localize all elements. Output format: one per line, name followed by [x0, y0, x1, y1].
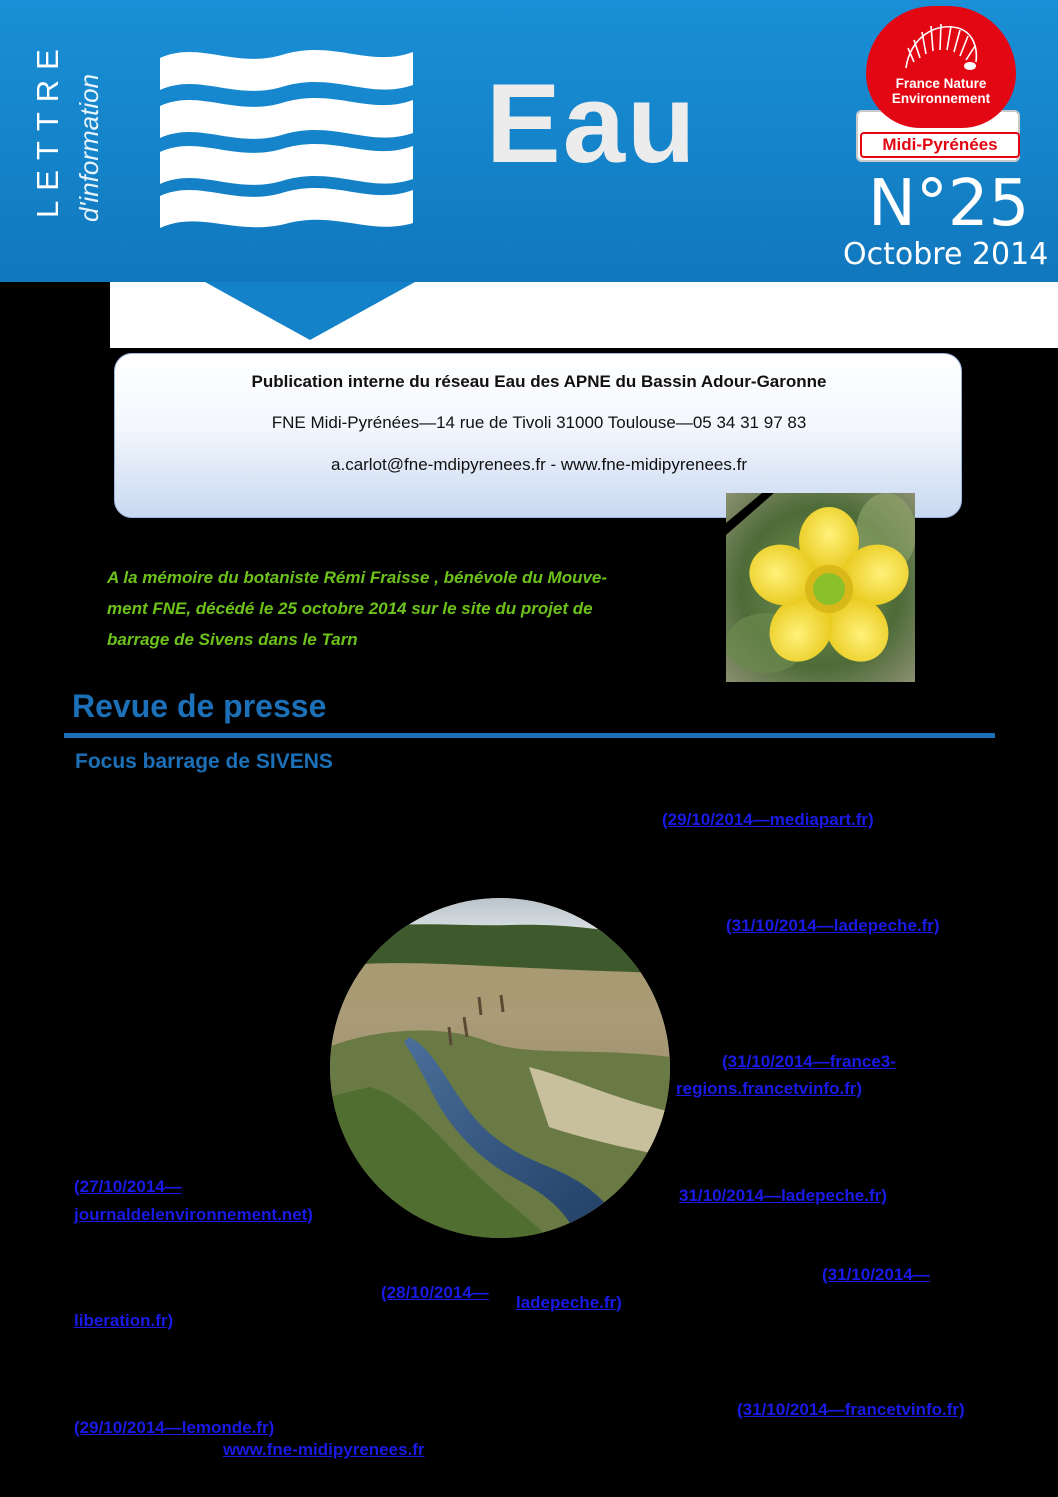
lettre-label: LETTRE — [30, 39, 65, 218]
memorial-line-1: A la mémoire du botaniste Rémi Fraisse , bénévole du Mouve- — [107, 568, 608, 587]
water-waves-icon — [155, 40, 420, 235]
logo-region-label: Midi-Pyrénées — [860, 132, 1020, 158]
memorial-text — [107, 562, 667, 655]
link-ladepeche-3-part-1[interactable]: (28/10/2014— — [381, 1283, 489, 1302]
newsletter-title: Eau — [486, 61, 698, 186]
section-divider — [64, 733, 995, 738]
link-ladepeche-3-part-2[interactable]: ladepeche.fr) — [516, 1293, 622, 1312]
link-france3-part-2[interactable]: regions.francetvinfo.fr) — [676, 1079, 863, 1098]
link-lemonde[interactable]: (29/10/2014—lemonde.fr) — [74, 1418, 275, 1437]
sivens-stream-photo — [329, 897, 671, 1239]
logo-org-name — [866, 76, 1016, 106]
contact-line: a.carlot@fne-mdipyrenees.fr - www.fne-midipyrenees.fr — [331, 455, 747, 474]
logo-name-line-2: Environnement — [891, 91, 991, 106]
link-liberation-part-2[interactable]: liberation.fr) — [74, 1311, 174, 1330]
link-ladepeche-2[interactable]: 31/10/2014—ladepeche.fr) — [679, 1186, 887, 1205]
address-line: FNE Midi-Pyrénées—14 rue de Tivoli 31000 Toulouse—05 34 31 97 83 — [271, 413, 807, 432]
issue-number: N°25 — [868, 167, 1030, 241]
memorial-line-3: barrage de Sivens dans le Tarn — [107, 630, 358, 649]
section-title: Revue de presse — [72, 688, 327, 724]
publication-description: Publication interne du réseau Eau des APNE du Bassin Adour-Garonne — [251, 372, 827, 391]
fne-logo[interactable] — [856, 6, 1024, 162]
link-ladepeche-1[interactable]: (31/10/2014—ladepeche.fr) — [726, 916, 940, 935]
information-label: d'information — [74, 73, 104, 222]
logo-name-line-1: France Nature — [895, 76, 987, 91]
link-francetvinfo[interactable]: (31/10/2014—francetvinfo.fr) — [737, 1400, 965, 1419]
link-mediapart[interactable]: (29/10/2014—mediapart.fr) — [662, 810, 874, 829]
memorial-line-2: ment FNE, décédé le 25 octobre 2014 sur le site du projet de — [107, 599, 593, 618]
subsection-title: Focus barrage de SIVENS — [75, 750, 333, 773]
buttercup-flower-photo — [726, 493, 915, 682]
link-fne-website[interactable]: www.fne-midipyrenees.fr — [223, 1440, 425, 1459]
link-liberation-part-1[interactable]: (31/10/2014— — [822, 1265, 930, 1284]
link-jde-part-1[interactable]: (27/10/2014— — [74, 1177, 182, 1196]
link-jde-part-2[interactable]: journaldelenvironnement.net) — [74, 1205, 313, 1224]
link-france3-part-1[interactable]: (31/10/2014—france3- — [722, 1052, 896, 1071]
issue-date: Octobre 2014 — [843, 237, 1049, 272]
hedgehog-icon — [900, 18, 982, 74]
